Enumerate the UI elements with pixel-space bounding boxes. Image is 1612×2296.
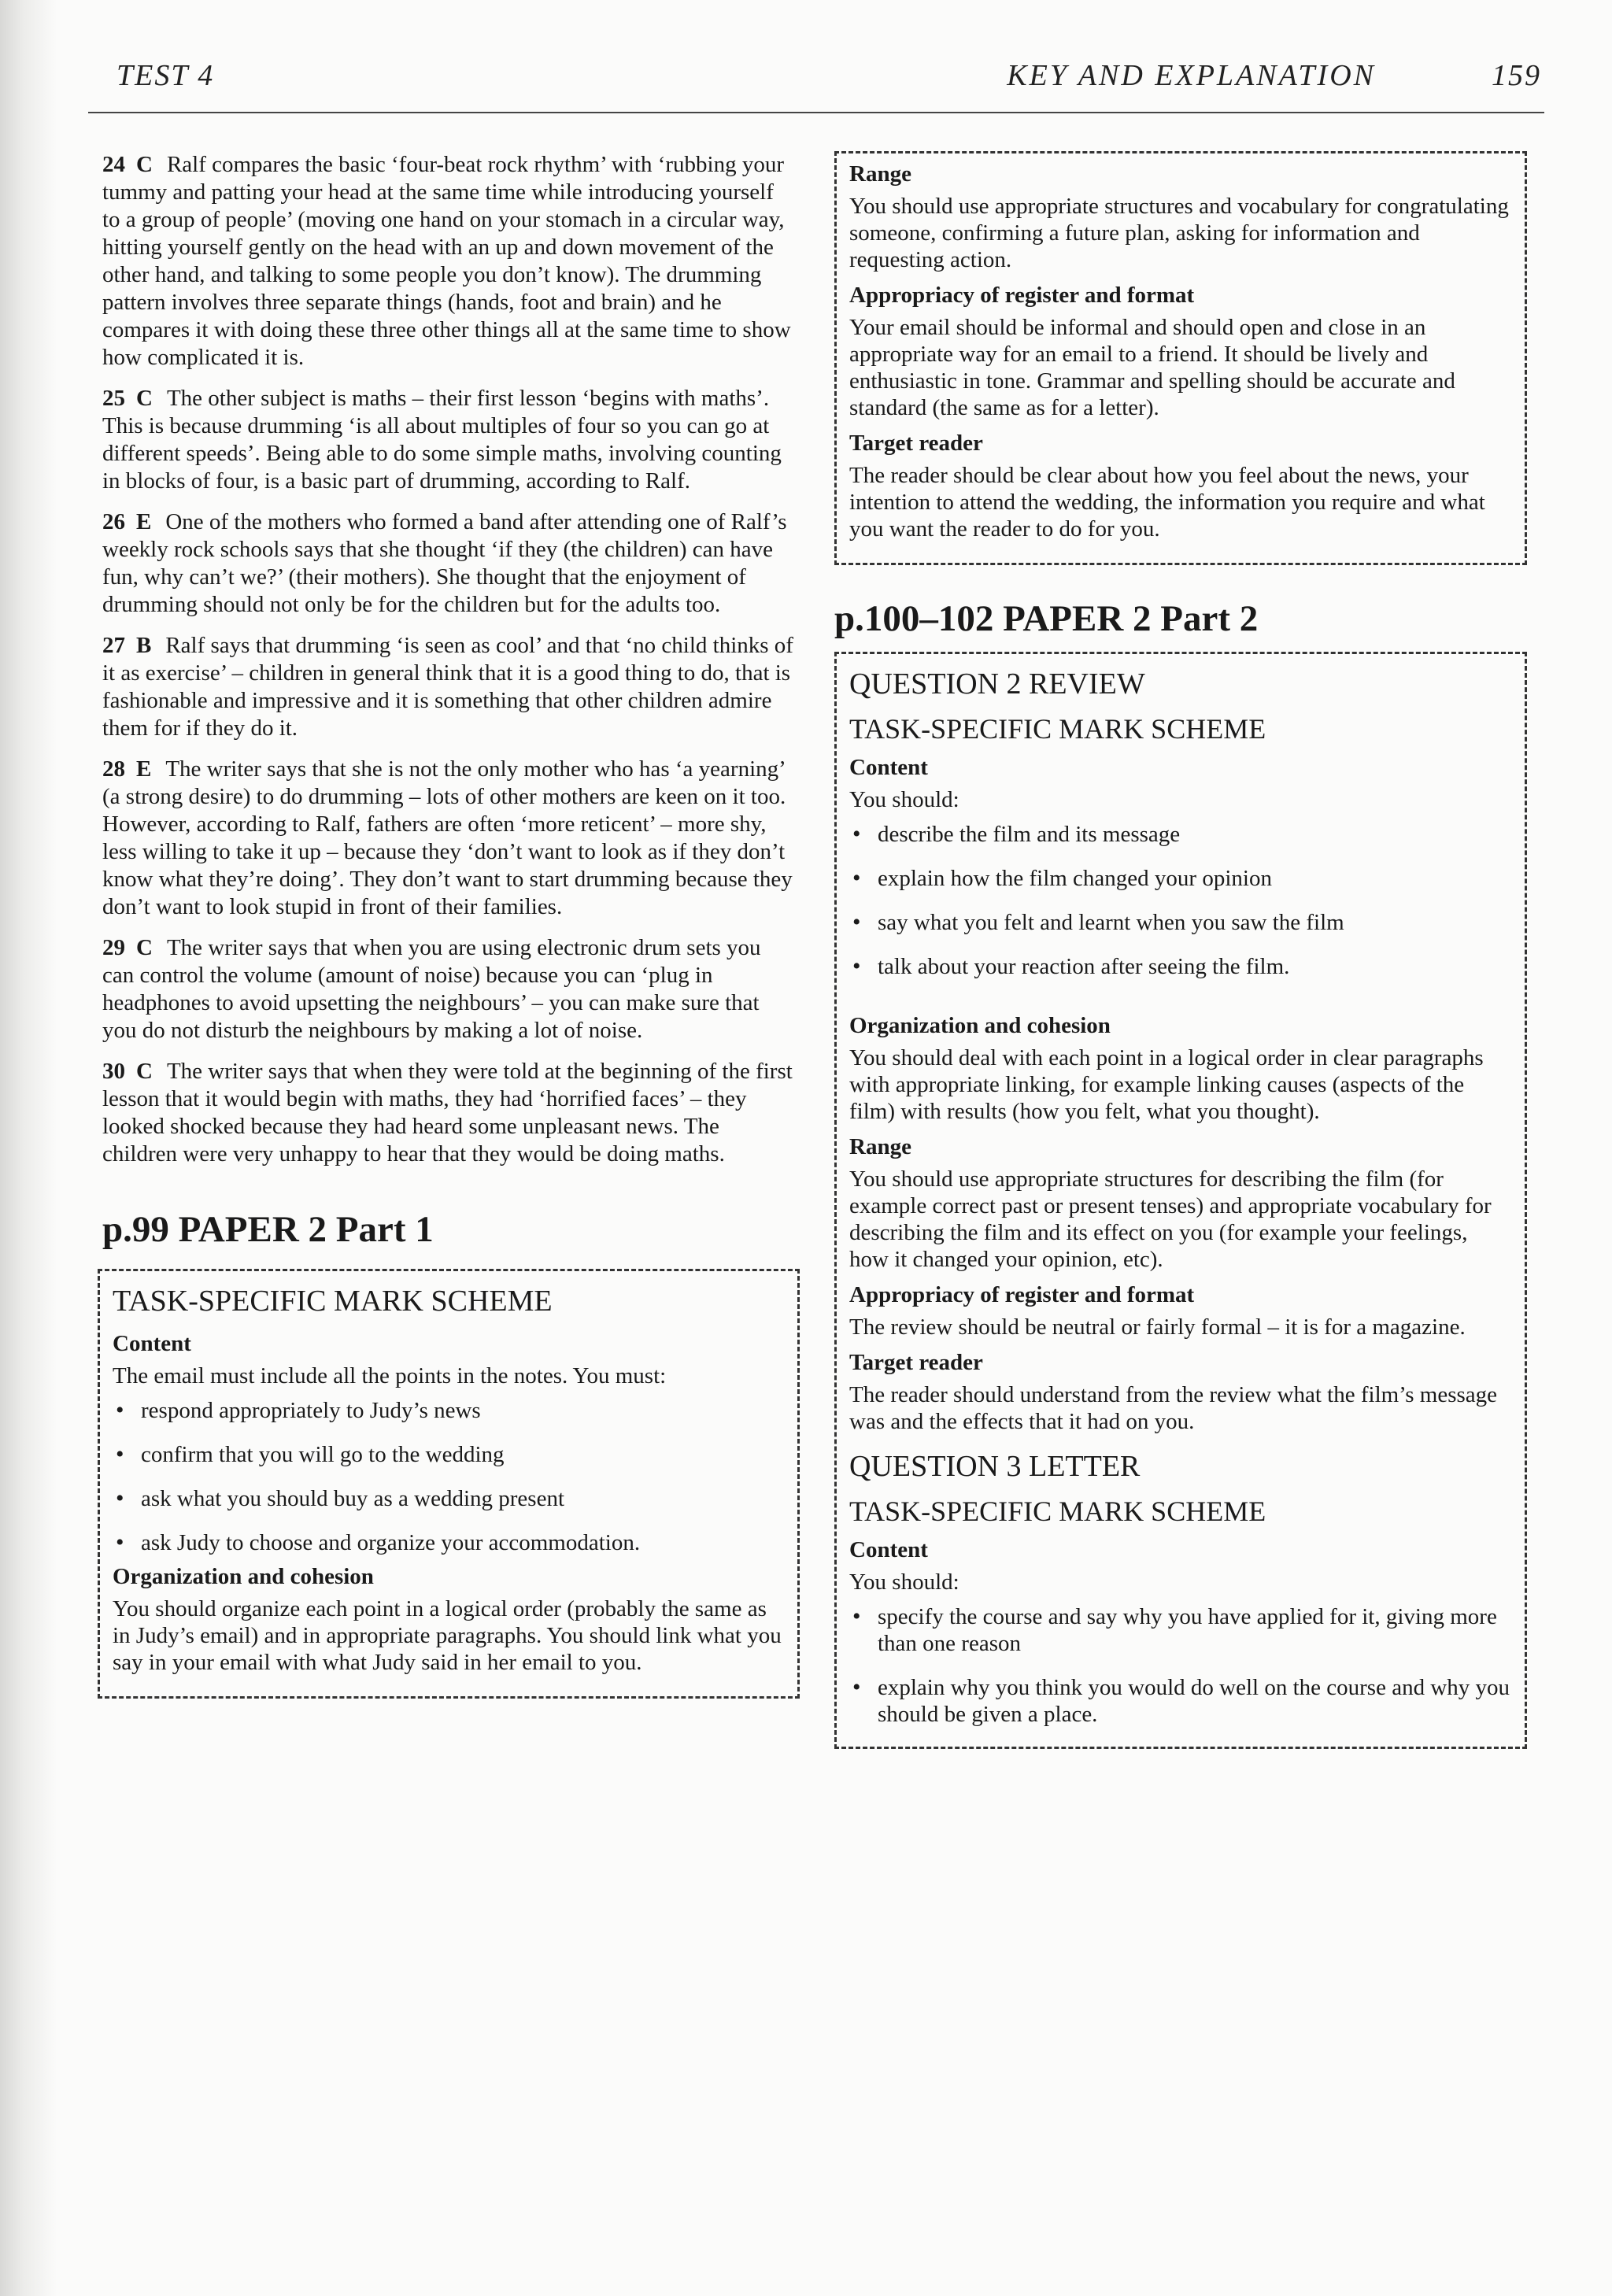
list-item: • say what you felt and learnt when you saw the film bbox=[849, 909, 1510, 936]
part1-mark-scheme-continued-box bbox=[834, 151, 1527, 565]
q3-content-label: Content bbox=[849, 1537, 928, 1562]
list-item: • talk about your reaction after seeing the film. bbox=[849, 953, 1510, 980]
page-number: 159 bbox=[1492, 59, 1541, 92]
answer-item bbox=[102, 756, 795, 921]
q2-content-text: You should: bbox=[849, 787, 959, 812]
part1-content-text: The email must include all the points in the notes. You must: bbox=[113, 1363, 667, 1388]
q2-range-label: Range bbox=[849, 1134, 911, 1159]
right-column bbox=[834, 151, 1535, 1749]
list-item: • describe the film and its message bbox=[849, 821, 1510, 848]
part1-scheme-heading: TASK-SPECIFIC MARK SCHEME bbox=[113, 1285, 553, 1318]
part1-content-label: Content bbox=[113, 1331, 191, 1356]
q2-org-text: You should deal with each point in a logical order in clear paragraphs with appropriate linking, for example linking causes (aspects of the film) with results (how you felt, what you thought). bbox=[849, 1045, 1484, 1124]
q3-heading: QUESTION 3 LETTER bbox=[849, 1450, 1141, 1483]
answer-item bbox=[102, 508, 795, 619]
page-header bbox=[116, 58, 1541, 105]
answer-explanation: The writer says that when they were told at the beginning of the first lesson that it would begin with maths, they had ‘horrified faces’ – they looked shocked because they had heard some unpleasant news. The children were very unhappy to hear that they would be doing maths. bbox=[102, 1059, 793, 1166]
q2-reader-label: Target reader bbox=[849, 1350, 983, 1375]
header-rule bbox=[88, 112, 1544, 113]
answer-item bbox=[102, 1058, 795, 1168]
paper2-part2-title: p.100–102 PAPER 2 Part 2 bbox=[834, 598, 1259, 639]
q2-reader-text: The reader should understand from the review what the film’s message was and the effects that it had on you. bbox=[849, 1382, 1498, 1434]
q3-bullet-list bbox=[849, 1603, 1510, 1728]
q3-scheme-heading: TASK-SPECIFIC MARK SCHEME bbox=[849, 1496, 1266, 1527]
answer-letter: C bbox=[136, 386, 153, 411]
answer-number: 24 bbox=[102, 152, 125, 177]
part1-range-label: Range bbox=[849, 161, 911, 187]
q2-scheme-heading: TASK-SPECIFIC MARK SCHEME bbox=[849, 713, 1266, 745]
answer-item bbox=[102, 934, 795, 1044]
answer-explanation: The other subject is maths – their first lesson ‘begins with maths’. This is because drumming ‘is all about multiples of four so you can go at different speeds’. Being able to do some simple maths, involving counting in blocks of four, is a basic part of drumming, according to Ralf. bbox=[102, 386, 782, 494]
part1-range-text: You should use appropriate structures and vocabulary for congratulating someone, confirming a future plan, asking for information and requesting action. bbox=[849, 194, 1509, 272]
part1-mark-scheme-box bbox=[98, 1269, 800, 1699]
answer-item bbox=[102, 151, 795, 372]
answer-number: 28 bbox=[102, 756, 125, 782]
list-item: • confirm that you will go to the wedding bbox=[113, 1441, 783, 1468]
answer-letter: C bbox=[136, 1059, 153, 1084]
part1-register-label: Appropriacy of register and format bbox=[849, 283, 1195, 308]
answer-number: 29 bbox=[102, 935, 125, 960]
running-head-test: TEST 4 bbox=[116, 59, 215, 92]
q2-register-text: The review should be neutral or fairly formal – it is for a magazine. bbox=[849, 1314, 1466, 1340]
answer-letter: E bbox=[136, 756, 152, 782]
q2-bullet-list bbox=[849, 821, 1510, 980]
answer-letter: B bbox=[136, 633, 152, 658]
answer-explanation: Ralf says that drumming ‘is seen as cool’ and that ‘no child thinks of it as exercise’ – children in general think that it is a good thing to do, that is fashionable and impressive and it is something that other children admire them for if they do it. bbox=[102, 633, 793, 741]
answer-item bbox=[102, 632, 795, 742]
q2-heading: QUESTION 2 REVIEW bbox=[849, 667, 1145, 701]
answer-letter: C bbox=[136, 152, 153, 177]
answer-item bbox=[102, 385, 795, 495]
part1-org-label: Organization and cohesion bbox=[113, 1564, 374, 1589]
answer-number: 27 bbox=[102, 633, 125, 658]
list-item: • explain why you think you would do well on the course and why you should be given a place. bbox=[849, 1674, 1510, 1728]
q3-content-text: You should: bbox=[849, 1569, 959, 1595]
q2-register-label: Appropriacy of register and format bbox=[849, 1282, 1195, 1307]
list-item: • specify the course and say why you have applied for it, giving more than one reason bbox=[849, 1603, 1510, 1657]
part1-reader-label: Target reader bbox=[849, 431, 983, 456]
answer-letter: E bbox=[136, 509, 152, 534]
answer-number: 26 bbox=[102, 509, 125, 534]
q2-range-text: You should use appropriate structures for describing the film (for example correct past or present tenses) and appropriate vocabulary for describing the film and its effect on you (for example your feelings, how it changed your opinion, etc). bbox=[849, 1166, 1492, 1272]
answer-number: 25 bbox=[102, 386, 125, 411]
answer-key-list bbox=[102, 151, 795, 1168]
part1-reader-text: The reader should be clear about how you feel about the news, your intention to attend the wedding, the information you require and what you want the reader to do for you. bbox=[849, 463, 1485, 542]
answer-explanation: The writer says that when you are using electronic drum sets you can control the volume (amount of noise) because you can ‘plug in headphones to avoid upsetting the neighbours’ – you can make sure that you do not disturb the neighbours by making a lot of noise. bbox=[102, 935, 761, 1043]
part1-org-text: You should organize each point in a logical order (probably the same as in Judy’s email) and in appropriate paragraphs. You should link what you say in your email with what Judy said in her email to you. bbox=[113, 1596, 782, 1675]
running-head-section: KEY AND EXPLANATION bbox=[1007, 59, 1376, 92]
answer-explanation: One of the mothers who formed a band after attending one of Ralf’s weekly rock schools says that she thought ‘if they (the children) can have fun, why can’t we?’ (their mothers). She thought that the enjoyment of drumming should not only be for the children but for the adults too. bbox=[102, 509, 787, 617]
list-item: • ask what you should buy as a wedding present bbox=[113, 1485, 783, 1512]
paper2-part1-title: p.99 PAPER 2 Part 1 bbox=[102, 1209, 434, 1250]
list-item: • ask Judy to choose and organize your accommodation. bbox=[113, 1529, 783, 1556]
book-spine-shadow bbox=[0, 0, 57, 2296]
q2-org-label: Organization and cohesion bbox=[849, 1013, 1111, 1038]
answer-explanation: The writer says that she is not the only mother who has ‘a yearning’ (a strong desire) to do drumming – lots of other mothers are keen on it too. However, according to Ralf, fathers are often ‘more reticent’ – more shy, less willing to take it up – because they ‘don’t want to look as if they don’t know what they’re doing’. They don’t want to start drumming because they don’t want to look stupid in front of their families. bbox=[102, 756, 793, 919]
q2-content-label: Content bbox=[849, 755, 928, 780]
answer-number: 30 bbox=[102, 1059, 125, 1084]
part1-register-text: Your email should be informal and should open and close in an appropriate way for an email to a friend. It should be lively and enthusiastic in tone. Grammar and spelling should be accurate and standard (the same as for a letter). bbox=[849, 315, 1455, 420]
answer-letter: C bbox=[136, 935, 153, 960]
part2-mark-scheme-box bbox=[834, 652, 1527, 1749]
left-column bbox=[102, 151, 795, 1699]
part1-bullet-list bbox=[113, 1397, 783, 1556]
list-item: • respond appropriately to Judy’s news bbox=[113, 1397, 783, 1424]
answer-explanation: Ralf compares the basic ‘four-beat rock rhythm’ with ‘rubbing your tummy and patting your head at the same time while introducing yourself to a group of people’ (moving one hand on your stomach in a circular way, hitting yourself gently on the head with an up and down movement of the other hand, and talking to some people you don’t know). The drumming pattern involves three separate things (hands, foot and brain) and he compares it with doing these three other things all at the same time to show how complicated it is. bbox=[102, 152, 791, 370]
list-item: • explain how the film changed your opinion bbox=[849, 865, 1510, 892]
